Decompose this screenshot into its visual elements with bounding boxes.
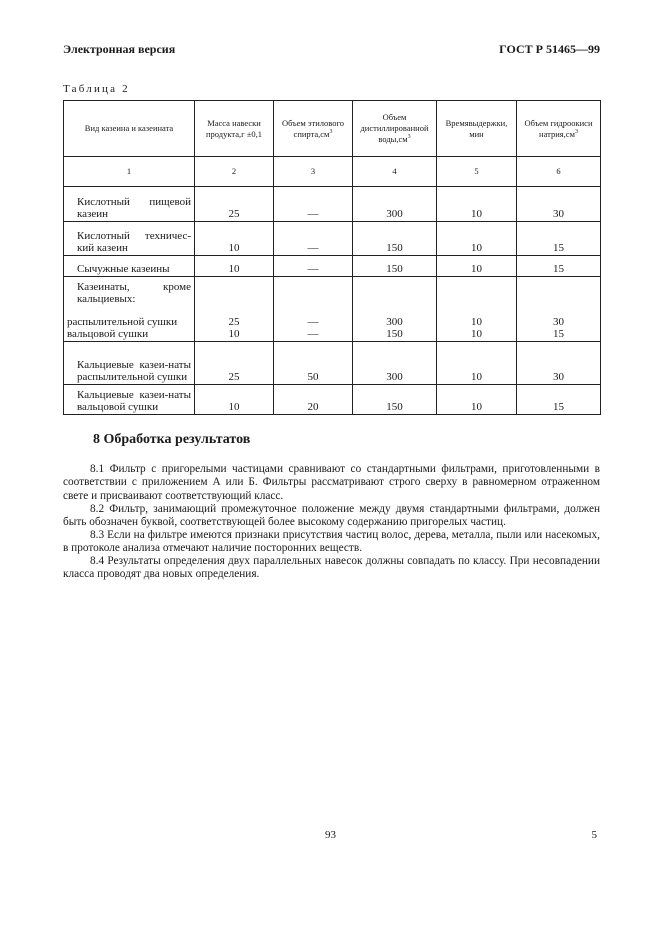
col-number: 6: [517, 157, 601, 187]
row-name: [64, 256, 195, 277]
row-name: [64, 277, 195, 342]
paragraph-8-1: 8.1 Фильтр с пригорелыми частицами сравнивают со стандартными фильтрами, приготовленными в соответствии с приложением А или Б. Фильтры рассматривают строго сверху в равномерном отраженном свете и присваивают соответствующий класс.: [63, 463, 600, 502]
col-header-mass: Масса навески продукта,г ±0,1: [195, 101, 274, 157]
col-number: 1: [64, 157, 195, 187]
cell-time: 10: [437, 187, 517, 222]
cell-value: 150: [386, 328, 403, 340]
row-name-text: Кислотный пищевой казеин: [77, 196, 191, 220]
row-name-text: Сычужные казеины: [77, 263, 170, 275]
row-name-text: Казеинаты, кроме кальциевых:: [77, 281, 191, 305]
table-row: [64, 187, 601, 222]
row-name-text: Кальциевые казеи-наты распылительной сушки: [77, 359, 191, 383]
cell-water: 300: [353, 342, 437, 385]
col-header-time: Времявыдержки, мин: [437, 101, 517, 157]
header-edition-label: Электронная версия: [63, 42, 176, 56]
unit-superscript: 3: [329, 128, 333, 135]
col-number: 5: [437, 157, 517, 187]
cell-naoh: 15: [517, 385, 601, 415]
cell-ethanol: 20: [274, 385, 353, 415]
row-name-text: Кислотный техничес-кий казеин: [77, 230, 191, 254]
col-number: 2: [195, 157, 274, 187]
cell-value: 10: [471, 328, 482, 340]
col-header-ethanol: [274, 101, 353, 157]
col-header-naoh-text: Объем гидроокиси натрия,см: [524, 117, 593, 139]
cell-water: 150: [353, 222, 437, 256]
cell-mass: [195, 277, 274, 342]
casein-table: [63, 100, 601, 415]
table-row: [64, 385, 601, 415]
cell-time: [437, 277, 517, 342]
cell-ethanol: —: [274, 256, 353, 277]
cell-naoh: 30: [517, 342, 601, 385]
cell-mass: 10: [195, 222, 274, 256]
cell-value: 15: [553, 328, 564, 340]
table-row: [64, 222, 601, 256]
table-header-row: [64, 101, 601, 157]
cell-ethanol: 50: [274, 342, 353, 385]
unit-superscript: 3: [574, 128, 578, 135]
col-header-water-text: Объем дистиллированной воды,см: [360, 112, 429, 144]
row-name: [64, 385, 195, 415]
cell-naoh: 15: [517, 222, 601, 256]
cell-naoh: 15: [517, 256, 601, 277]
row-name: [64, 342, 195, 385]
table-number-row: [64, 157, 601, 187]
cell-water: 150: [353, 256, 437, 277]
row-subname-roller: вальцовой сушки: [67, 328, 149, 340]
cell-water: [353, 277, 437, 342]
cell-mass: 10: [195, 256, 274, 277]
cell-time: 10: [437, 256, 517, 277]
col-header-naoh: [517, 101, 601, 157]
row-name: [64, 222, 195, 256]
cell-mass: 10: [195, 385, 274, 415]
cell-water: 300: [353, 187, 437, 222]
cell-value: 25: [228, 316, 240, 328]
table-row: [64, 342, 601, 385]
cell-ethanol: —: [274, 222, 353, 256]
col-header-ethanol-text: Объем этилового спирта,см: [281, 117, 345, 139]
cell-mass: 25: [195, 342, 274, 385]
cell-value: —: [307, 328, 319, 340]
cell-value: 10: [471, 316, 482, 328]
page-number: 93: [325, 829, 336, 841]
col-header-water: [353, 101, 437, 157]
cell-time: 10: [437, 385, 517, 415]
cell-value: 10: [228, 328, 240, 340]
cell-time: 10: [437, 222, 517, 256]
cell-ethanol: —: [274, 187, 353, 222]
table-row: [64, 277, 601, 342]
unit-superscript: 3: [407, 134, 411, 141]
paragraph-8-4: 8.4 Результаты определения двух параллельных навесок должны совпадать по классу. При несовпадении класса проводят два новых определения.: [63, 555, 600, 581]
paragraph-8-2: 8.2 Фильтр, занимающий промежуточное положение между двумя стандартными фильтрами, должен быть обозначен буквой, соответствующей более высокому содержанию пригорелых частиц.: [63, 503, 600, 529]
section-title: 8 Обработка результатов: [93, 432, 251, 447]
cell-value: —: [307, 316, 319, 328]
cell-value: 300: [386, 316, 403, 328]
table-caption: Таблица 2: [63, 83, 130, 95]
cell-ethanol: [274, 277, 353, 342]
col-number: 3: [274, 157, 353, 187]
cell-naoh: 30: [517, 187, 601, 222]
row-name: [64, 187, 195, 222]
cell-naoh: [517, 277, 601, 342]
sheet-number: 5: [591, 829, 597, 841]
header-standard-code: ГОСТ Р 51465—99: [499, 42, 600, 56]
table-row: [64, 256, 601, 277]
row-subname-spray: распылительной сушки: [67, 316, 178, 328]
col-header-type: Вид казеина и казеината: [64, 101, 195, 157]
cell-mass: 25: [195, 187, 274, 222]
cell-value: 30: [553, 316, 564, 328]
cell-time: 10: [437, 342, 517, 385]
paragraph-8-3: 8.3 Если на фильтре имеются признаки присутствия частиц волос, дерева, металла, пыли или насекомых, в протоколе анализа отмечают наличие посторонних веществ.: [63, 529, 600, 555]
row-name-text: Кальциевые казеи-наты вальцовой сушки: [77, 389, 191, 413]
col-number: 4: [353, 157, 437, 187]
cell-water: 150: [353, 385, 437, 415]
